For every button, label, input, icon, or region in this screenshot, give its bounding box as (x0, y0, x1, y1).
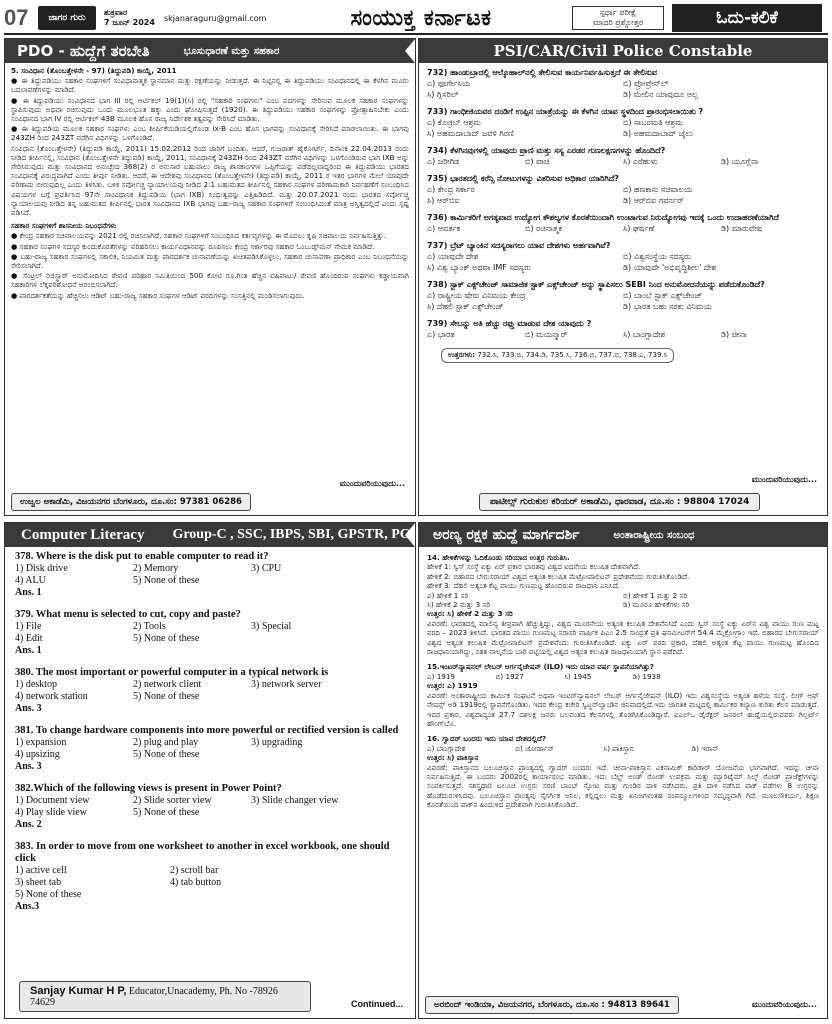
contact-email[interactable]: skjanaraguru@gmail.com (164, 13, 267, 23)
question-block (427, 553, 819, 656)
question-text: 381. To change hardware components into more powerful or rectified version is called (15, 725, 399, 736)
options (427, 184, 819, 206)
option: 1) desktop (15, 679, 57, 690)
fg-body (419, 547, 827, 820)
options (15, 563, 405, 587)
pdo-paragraph: ● ಈ ತಿದ್ದುಪಡಿಯ ಮೂಲಕ ಸಹಕಾರ ಸಂಘಗಳು ಎಂಬ ಶೀರ್ಷಿಕೆಯಡಿಯಲ್ಲಿಗೊಂಡ ix-B ಎಂಬ ಹೊಸ ಭಾಗವನ್ನು ಸಂವಿಧಾನಕ್ಕೆ ಸೇರಿಸಿದೆ ಮಾಡಲಾಯಿತು. ಈ ಭಾಗವು 243ZH ರಿಂದ 243ZT ವರೆಗಿನ ವಿಧಿಗಳನ್ನು ಒಳಗೊಂಡಿದೆ. (11, 124, 409, 143)
cl-continued: Continued... (351, 999, 403, 1009)
options (427, 223, 819, 234)
pdo-paragraph: ಸಂವಿಧಾನ (ತೊಂಬತ್ತೇಳನೇ) (ತಿದ್ದುಪಡಿ ಕಾಯ್ದೆ, 2011) 15.02.2012 ರಿಂದ ಜಾರಿಗೆ ಬಂದಿತು. ಆದರೆ, ಗುಜರಾತ್ ಹೈಕೋರ್ಟ್, ದಿನಾಂಕ 22.04.2013 ರಂದು ನೀಡಿದ ತೀರ್ಪಿನಲ್ಲಿ, ಸಂವಿಧಾನ (ತೊಂಬತ್ತೇಳನೇ ತಿದ್ದುಪಡಿ) ಕಾಯ್ದೆ, 2011, ಸಂವಿಧಾನಕ್ಕೆ 243ZH ರಿಂದ 243ZT ವರೆಗಿನ ವಿಧಿಗಳನ್ನು ಒಳಗೊಂಡಿರುವ ಭಾಗ IXB ಅನ್ನು ಸೇರಿಸಿರುವುದು ಮತ್ತು ಸಂವಿಧಾನದ ಅನುಚ್ಛೇದ 368(2) ರ ಅನುಸಾರ ಬಹುಪಾಲು ರಾಜ್ಯ ಶಾಸಕಾಂಗಗಳ ಒಪ್ಪಿಗೆಯನ್ನು ಪಡೆದಿಲ್ಲವಾದ್ದರಿಂದ ಈ ತಿದ್ದುಪಡಿಯು ಭಾರತದ ಸಂವಿಧಾನಕ್ಕೆ ವಿರುದ್ಧವಾಗಿದೆ ಎಂದು ತೀರ್ಪು ನೀಡಿತು. ಆದರೆ, ಈ ಆದೇಶವು ಸಂವಿಧಾನದ (ತೊಂಬತ್ತೇಳನೇ) (ತಿದ್ದುಪಡಿ) ಕಾಯ್ದೆ, 2011 ರ ಇತರ ಭಾಗಗಳ ಮೇಲೆ ಯಾವುದೇ ಪರಿಣಾಮ ಬೀರುವುದಿಲ್ಲ ಎಂದು ತಿಳಿಸಿತು. ಬಳಿಕ ಸರ್ವೋಚ್ಚ ನ್ಯಾಯಾಲಯವು ನೀಡಿದ 2:1 ಬಹುಮತದ ತೀರ್ಪಿನಲ್ಲಿ ಸಹಕಾರ ಸಂಘಗಳ ಪರಿಣಾಮಕಾರಿ ನಿರ್ವಹಣೆಗೆ ಸಂಬಂಧಿಸಿದ ವಿಷಯಗಳ ಬಗ್ಗೆ ಪ್ರವರ್ತಿಸಿದ 97ನೇ ಸಾಂವಿಧಾನಿಕ ತಿದ್ದುಪಡಿಯ (ಭಾಗ IXB) ಸಿಂಧುತ್ವವನ್ನು ಎತ್ತಿಹಿಡಿದಿದೆ. ಮತ್ತು 20.07.2021 ರಂದು ಭಾರತದ ಸರ್ವೋಚ್ಚ ನ್ಯಾಯಾಲಯವು ನೀಡಿದ ತನ್ನ ಬಹುಮತದ ತೀರ್ಪಿನಲ್ಲಿ ಭಾರತ ಸಂವಿಧಾನದ IXB ಭಾಗವು ಬಹು-ರಾಜ್ಯ ಸಹಕಾರ ಸಂಘಗಳಿಗೆ ಸಂಬಂಧಿಸಿದಂತೆ ಮಾತ್ರ ಅಸ್ತಿತ್ವದಲ್ಲಿದೆ ಎಂದು ಸ್ಪಷ್ಟ ಪಡಿಸಿದೆ. (11, 143, 409, 218)
option: ಬಿ) ಹಣಕಾಸು ಸಚಿವಾಲಯ (623, 185, 693, 194)
options (15, 865, 405, 901)
option: ಬಿ) ಪ್ರೋಪ್ರೇನ್‌ಲ್ (623, 79, 669, 88)
option: ಎ) ಕೇಂದ್ರ ಸರ್ಕಾರ (427, 185, 475, 194)
option: 4) Play slide view (15, 807, 87, 818)
question-block (427, 318, 819, 340)
answer: ಉತ್ತರ: ಸಿ) ಪಾಕಿಸ್ತಾನ (427, 753, 479, 763)
option: 4) Edit (15, 633, 43, 644)
option: ಎ) ಹೇಳಿಕೆ 1 ಸರಿ (427, 590, 469, 600)
question-text: 380. The most important or powerful computer in a typical network is (15, 667, 329, 678)
option: ಬಿ) ಹೇಳಿಕೆ 1 ಮತ್ತು 2 ಸರಿ (623, 590, 688, 600)
answer: Ans. 3 (15, 761, 42, 772)
option: ಎ) ಬಾಂಗ್ಲಾದೇಶ (427, 743, 466, 753)
fg-continued: ಮುಂದುವರಿಯುವುದು... (751, 1000, 817, 1009)
options (427, 78, 819, 100)
option: ಎ) ಯಾವುದೇ ದೇಶ (427, 252, 479, 261)
tagline-line1: ಸ್ಪರ್ಧಾ ಪರೀಕ್ಷೆ (599, 8, 637, 17)
option: 2) Tools (133, 621, 166, 632)
option: ಬಿ) 1927 (495, 671, 524, 681)
option: ಬಿ) ರಚನಾತ್ಮಕ (525, 224, 562, 233)
option: ಎ) ಭಾರತ (427, 330, 455, 339)
options (427, 117, 819, 139)
psi-header (419, 39, 827, 63)
question-block (15, 551, 405, 599)
option: ಸಿ) ಎರೆಹುಳು (623, 157, 658, 166)
question-block (15, 609, 405, 657)
option: ಡಿ) ಭಾರತ ಬಹು ಸರಕು ವಿನಿಮಯ (623, 302, 713, 311)
cl-subtitle: Group-C , SSC, IBPS, SBI, GPSTR, PC (172, 527, 410, 542)
answer-key (441, 348, 674, 363)
masthead (4, 3, 828, 35)
option: 4) network station (15, 691, 88, 702)
pdo-body (5, 63, 415, 304)
question-text: 14. ಹೇಳಿಕೆಗಳನ್ನು ಓದಿಕೊಂಡು ಸರಿಯಾದ ಉತ್ತರ ಗುರುತಿಸಿ. (427, 553, 570, 562)
question-block (15, 667, 405, 715)
pdo-header (5, 39, 415, 63)
answer: ಉತ್ತರ: ಎ) 1919 (427, 681, 478, 691)
question-block (427, 145, 819, 167)
question-block (427, 67, 819, 100)
question-block (15, 841, 405, 913)
options (15, 795, 405, 819)
option: ಸಿ) ಬಾಂಗ್ಲಾದೇಶ (623, 330, 666, 339)
publication-logo: ಜಾಗರ ಗುರು (38, 6, 96, 30)
question-block (427, 212, 819, 234)
option: ಸಿ) ಪಾಕಿಸ್ತಾನ (603, 743, 634, 753)
fg-subtitle: ಅಂತಾರಾಷ್ಟ್ರೀಯ ಸಂಬಂಧ (613, 529, 695, 541)
option: 2) network client (133, 679, 202, 690)
question-text: 382.Which of the following views is present in Power Point? (15, 783, 282, 794)
cl-credit-details: Educator,Unacademy, Ph. No -78926 74629 (30, 986, 278, 1008)
answer-key-values: 732.ಸಿ, 733.ಬಿ, 734.ಡಿ, 735.ಸಿ, 736.ಬಿ, 737.ಬಿ, 738.ಎ, 739.ಸಿ (477, 351, 668, 359)
answer: Ans. 1 (15, 645, 42, 656)
question-block (15, 783, 405, 831)
option: ಡಿ) ಮಾರುವೇಷ (721, 224, 763, 233)
pdo-title: PDO - ಹುದ್ದೆಗೆ ತರಬೇತಿ (17, 42, 150, 60)
question-block (427, 173, 819, 206)
answer: Ans. 1 (15, 587, 42, 598)
option: 3) Slide changer view (251, 795, 339, 806)
pdo-panel (4, 38, 416, 516)
option: 3) network server (251, 679, 322, 690)
option: 2) plug and play (133, 737, 199, 748)
option: 5) None of these (133, 807, 200, 818)
pdo-bullet: ● ಬಹು-ರಾಜ್ಯ ಸಹಕಾರ ಸಂಘಗಳಲ್ಲಿ ಸಕಾಲಿಕ, ನಿಯಮಿತ ಮತ್ತು ಪಾರದರ್ಶಕ ಚುನಾವಣೆಯನ್ನು ಖಚಿತಪಡಿಸಿಕೊಳ್ಳಲು, ಸಹಕಾರ ಚುನಾವಣಾ ಪ್ರಾಧಿಕಾರ ಎಂಬ ನಿಬಂಧನೆಯನ್ನು ಸೇರಿಸಲಾಗಿದೆ. (11, 251, 409, 271)
option: ಡಿ) ಯಾವುದೇ 'ಅಭಿವೃದ್ಧಿಶೀಲ' ದೇಶ (623, 263, 716, 272)
question-text: 735) ಭಾರತದಲ್ಲಿ ಕರೆನ್ಸಿ ನೋಟುಗಳನ್ನು ವಿತರಿಸುವ ಅಧಿಕಾರ ಯಾರಿಗಿದೆ? (427, 174, 619, 183)
section-title: ಓದು-ಕಲಿಕೆ (672, 4, 822, 32)
forest-guard-panel (418, 522, 828, 1019)
option: 1) File (15, 621, 42, 632)
option: ಬಿ) ಮಯನ್ಮಾರ್ (525, 330, 568, 339)
options (15, 621, 405, 645)
options (15, 679, 405, 703)
question-block (427, 734, 819, 809)
psi-credit: ಪಾಟೀಲ್ಸ್ ಗುರುಕುಲ ಕರಿಯರ್ ಅಕಾಡೆಮಿ, ಧಾರವಾಡ, ದೂ.ಸಂ : 98804 17024 (479, 493, 760, 511)
question-text: 16. ಗ್ವಾದರ್ ಬಂದರು ಇದು ಯಾವ ದೇಶದಲ್ಲಿದೆ? (427, 734, 547, 744)
option: 3) sheet tab (15, 877, 62, 888)
options (427, 672, 701, 681)
option: 5) None of these (15, 889, 82, 900)
option: ಸಿ) ದೆಹಲಿ ಸ್ಟಾಕ್ ಎಕ್ಸ್‌ಚೇಂಜ್ (427, 302, 504, 311)
explanation: ವಿವರಣೆ: ಪಾಕಿಸ್ತಾನದ ಬಲೂಚಿಸ್ತಾನ ಪ್ರಾಂತ್ಯದಲ್ಲಿ ಗ್ವಾದರ್ ಬಂದರು ಇದೆ. ಚೀನಾ-ಪಾಕಿಸ್ತಾನ ಎಕನಾಮಿಕ್ ಕಾರಿಡಾರ್ ಯೋಜನೆಯ ಭಾಗವಾಗಿದೆ. ಇದನ್ನು ಚೀನಾ ನಿರ್ವಹಿಸುತ್ತಿದೆ. ಈ ಬಂದರು 2002ರಲ್ಲಿ ಕಾರ್ಯಾರಂಭ ಮಾಡಿತು. ಇದು ಬೆಲ್ಟ್ ಅಂಡ್ ರೋಡ್ ಉಪಕ್ರಮ ಮತ್ತು ಮ್ಯಾರಿಟೈಮ್ ಸಿಲ್ಕ್ ರೋಡ್ ಪ್ರಾಜೆಕ್ಟ್‌ಗಳನ್ನು ಸಂಪರ್ಕಿಸುತ್ತದೆ. ಸಶಸ್ತ್ರಧಾರಿ ಬಲೂಚಿ ಉಗ್ರರು ಸರಣಿ ಬಾಂಬ್ ಸ್ಫೋಟ ಮತ್ತು ಗುಂಡಿನ ದಾಳಿ ನಡೆಸಿದರು. ಪ್ರತಿ ದಾಳಿ ನಡೆಸಿದ ಪಾಕ್ ಪಡೆಗಳು 8 ಉಗ್ರರನ್ನು ಹೊಡೆದುರುಳಿಸಿದವು. ಬಲೂಚಿಸ್ತಾನ ಪ್ರಾಂತ್ಯವು ನೈಸರ್ಗಿಕ ಅನಿಲ, ಕಲ್ಲಿದ್ದಲು ಮತ್ತು ಖನಿಜಗಳಂತಹ ಸಂಪನ್ಮೂಲಗಳಿಂದ ಸಮೃದ್ಧವಾಗಿ ಗಿದೆ. ಮೂಲಸೌಕರ್ಯ, ಶಿಕ್ಷಣ ಕೊರತೆಯಿಂದ ಪಾಕ್‌ನ ಹಿಂದುಳಿದ ಪ್ರದೇಶವಾಗಿ ಗುರುತಿಸಿಕೊಂಡಿದೆ. (427, 762, 819, 810)
pdo-paragraph: ● ಈ ತಿದ್ದುಪಡಿಯು ಸಹಕಾರ ಸಂಘಗಳಿಗೆ ಸಂವಿಧಾನಾತ್ಮಕ ಸ್ಥಾನಮಾನ ಮತ್ತು ರಕ್ಷಣೆಯನ್ನು ನೀಡುತ್ತದೆ. ಈ ನಿಟ್ಟಿನಲ್ಲಿ ಈ ತಿದ್ದುಪಡಿಯು ಸಂವಿಧಾನದಲ್ಲಿ ಈ ಕೆಳಗಿನ ಮೂರು ಬದಲಾವಣೆಗಳನ್ನು ಮಾಡಿದೆ. (11, 76, 409, 95)
option: ಬಿ) ಸಾಬರಮತಿ ಆಶ್ರಮ (623, 118, 683, 127)
option: ಎ) ರಾಷ್ಟ್ರೀಯ ಷೇರು ವಿನಿಮಯ ಕೇಂದ್ರ (427, 291, 526, 300)
newspaper-title: ಸಂಯುಕ್ತ ಕರ್ನಾಟಕ (350, 5, 492, 31)
answer: Ans.3 (15, 901, 40, 912)
pdo-heading: 5. ಸಂವಿಧಾನ (ತೊಂಬತ್ತೇಳನೇ - 97) (ತಿದ್ದುಪಡಿ) ಕಾಯ್ದೆ, 2011 (11, 66, 177, 75)
options (427, 591, 819, 610)
question-text: 378. Where is the disk put to enable computer to read it? (15, 551, 269, 562)
option: ಬಿ) ಜೋರ್ಡಾನ್ (515, 743, 555, 753)
options (427, 290, 819, 312)
pdo-continued: ಮುಂದುವರಿಯುವುದು... (339, 479, 405, 488)
statement: ಹೇಳಿಕೆ 3: ದೆಹಲಿ ಅತ್ಯಂತ ಕೆಟ್ಟ ವಾಯು ಗುಣಮಟ್ಟ ಹೊಂದಿರುವ ರಾಜಧಾನಿ ಎನಿಸಿದೆ. (427, 581, 620, 591)
option: 3) upgrading (251, 737, 303, 748)
option: ಎ) ಜರೀಗಿಡ (427, 157, 460, 166)
page-number: 07 (4, 5, 29, 30)
question-text: 15.ಇಂಟರ್‌ನ್ಯಾಷನಲ್ ಲೇಬರ್ ಆರ್ಗನೈಜೇಷನ್ (ILO) ಇದು ಯಾವ ವರ್ಷ ಸ್ಥಾಪನೆಯಾಗಿತ್ತು? (427, 662, 654, 672)
question-text: 736) ಕಾರ್ಮಿಕರಿಗೆ ಅಗತ್ಯವಾದ ಉದ್ಯೋಗ ಕೌಶಲ್ಯಗಳ ಕೊರತೆಯಿಂದಾಗಿ ಉಂಟಾಗುವ ನಿರುದ್ಯೋಗವು ಇದಕ್ಕೆ ಒಂದು ಉದಾಹರಣೆಯಾಗಿದೆ (427, 213, 779, 222)
option: 3) CPU (251, 563, 282, 574)
option: ಎ) ಫೂರ್ಗೇಸಿಯ (427, 79, 471, 88)
option: 1) Disk drive (15, 563, 68, 574)
header-arrow-icon (405, 523, 415, 547)
pdo-subheading: ಸಹಕಾರ ಸಂಘಗಳಿಗೆ ಶಾಸನೀಯ ನಿಬಂಧನೆಗಳು (11, 221, 117, 231)
option: ಡಿ) ಮೂರೂ ಹೇಳಿಕೆಗಳು ಸರಿ (623, 600, 690, 610)
answer: Ans. 2 (15, 819, 42, 830)
question-text: 739) ಸೇಬನ್ನು ಅತಿ ಹೆಚ್ಚು ರಫ್ತು ಮಾಡುವ ದೇಶ ಯಾವುದು ? (427, 319, 592, 328)
question-block (15, 725, 405, 773)
option: ಡಿ) ಮೇಲಿನ ಯಾವುದೂ ಅಲ್ಲ (623, 90, 699, 99)
question-text: 383. In order to move from one worksheet to another in excel workbook, one should click (15, 841, 390, 864)
option: ಸಿ) ಗ್ಲಿಸರಿಲ್ (427, 90, 459, 99)
computer-literacy-panel (4, 522, 416, 1019)
pdo-bullet: ● ಪಾರದರ್ಶಕತೆಯನ್ನು ಹೆಚ್ಚಿಸಲು ಆಡಿಟ್ ಬಹು-ರಾಜ್ಯ ಸಹಕಾರ ಸಂಘಗಳ ಆಡಿಟ್ ವರದಿಗಳನ್ನು ಸಂಸತ್ತಿನಲ್ಲಿ ಮಂಡಿಸಲಾಗುವುದು. (11, 290, 305, 300)
question-text: 737) ಬ್ರೆಟ್ ಬ್ಯಾಂಕಿನ ಸದಸ್ಯರಾಗಲು ಯಾವ ದೇಶಗಳು ಅರ್ಹವಾಗಿವೆ? (427, 241, 611, 250)
option: ಸಿ) ಅಹಮದಾಬಾದ್ ಜವಳಿ ಗಿರಣಿ (427, 129, 514, 138)
options (427, 251, 819, 273)
option: 2) Memory (133, 563, 179, 574)
option: ಸಿ) ವಿಶ್ವ ಬ್ಯಾಂಕ್ ಅಥವಾ IMF ಸದಸ್ಯರು (427, 263, 531, 272)
option: ಸಿ) ಘರ್ಷಣೆ (623, 224, 655, 233)
psi-panel (418, 38, 828, 516)
question-block (427, 279, 819, 312)
option: ಎ) 1919 (427, 671, 455, 681)
option: 4) ALU (15, 575, 46, 586)
question-block (427, 106, 819, 139)
tagline-box (572, 6, 664, 30)
question-text: 738) ಸ್ಟಾಕ್ ಎಕ್ಸ್‌ಚೇಂಜ್ ಸಾಮಾಜಿಕ ಸ್ಟಾಕ್ ಎಕ್ಸ್‌ಚೇಂಜ್ ಅನ್ನು ಸ್ಥಾಪಿಸಲು SEBI ನಿಂದ ಅನುಮೋದನೆಯನ್ನು ಪಡೆದುಕೊಂಡಿದೆ? (427, 280, 765, 289)
pdo-credit: ಉಜ್ವಲ ಅಕಾಡೆಮಿ, ವಿಜಯನಗರ ಬೆಂಗಳೂರು, ದೂ.ಸಂ: 97381 06286 (11, 493, 251, 511)
option: ಡಿ) 1938 (632, 671, 661, 681)
cl-credit (19, 981, 311, 1012)
option: 1) Document view (15, 795, 90, 806)
tagline-line2: ಮಾದರಿ ಪ್ರಶ್ನೋತ್ತರ (592, 18, 644, 27)
statement: ಹೇಳಿಕೆ 2: ಬಿಹಾರದ ಬೇಗುಸರಾಯ್ ವಿಶ್ವದ ಅತ್ಯಂತ ಕಲುಷಿತ ಮೆಟ್ರೋಪಾಲಿಟನ್ ಪ್ರದೇಶವೆಂದು ಗುರುತಿಸಿಕೊಂಡಿದೆ. (427, 571, 690, 581)
pdo-bullet: ● ಸಹಕಾರ ಸಂಘಗಳ ಸದಸ್ಯರ ಕುಂದುಕೊರತೆಗಳನ್ನು ಪರಿಹರಿಸಲು ಕಾರ್ಯವಿಧಾನವನ್ನು ರೂಪಿಸಲು ಕೇಂದ್ರ ಸರ್ಕಾರವು ಸಹಕಾರ ಓಂಬುಡ್ಸ್‌ಮನ್ ನೇಮಕ ಮಾಡಿದೆ. (11, 241, 375, 251)
options (427, 156, 819, 167)
question-text: 379. What menu is selected to cut, copy and paste? (15, 609, 241, 620)
cl-title: Computer Literacy (21, 526, 145, 543)
header-arrow-icon (405, 39, 415, 63)
issue-day: ಶುಕ್ರವಾರ (104, 8, 128, 17)
cl-body (5, 547, 415, 927)
option: 3) Special (251, 621, 292, 632)
option: ಸಿ) 1945 (564, 671, 592, 681)
option: ಬಿ) ಪಾಚಿ (525, 157, 550, 166)
psi-continued: ಮುಂದುವರಿಯುವುದು... (751, 475, 817, 484)
option: ಡಿ) ಇರಾನ್ (691, 743, 719, 753)
fg-credit: ಅರಬಿಂದ್ ಇಂಡಿಯಾ, ವಿಜಯನಗರ, ಬೆಂಗಳೂರು, ದೂ.ಸಂ : 94813 89641 (425, 996, 679, 1014)
cl-header (5, 523, 415, 547)
option: ಬಿ) ಬಾಂಬೆ ಸ್ಟಾಕ್ ಎಕ್ಸ್‌ಚೇಂಜ್ (623, 291, 703, 300)
cl-credit-name: Sanjay Kumar H P, (30, 985, 127, 997)
option: 1) active cell (15, 865, 67, 876)
options (15, 737, 405, 761)
option: ಡಿ) ಯೂಗ್ಲೆನಾ (721, 157, 759, 166)
psi-body (419, 63, 827, 367)
question-text: 733) ಗಾಂಧೀಜಿಯವರ ದಂಡಿಗೆ ಉಪ್ಪಿನ ಯಾತ್ರೆಯನ್ನು ಈ ಕೆಳಗಿನ ಯಾವ ಸ್ಥಳದಿಂದ ಪ್ರಾರಂಭಿಸಲಾಯಿತು ? (427, 107, 704, 116)
question-block (427, 240, 819, 273)
option: ಎ) ಆವರ್ತಕ (427, 224, 461, 233)
option: 5) None of these (133, 633, 200, 644)
question-text: 732) ಹಾಂಡುಬ್ರಾದಲ್ಲಿ ಆಲ್ಕೊಹಾಲ್‌ನಲ್ಲಿ ತೇಲಿಸುವ ಕಾರ್ಯನಿರ್ವಹಿಸುತ್ತದೆ ಈ ತೇಲಿಸುವ (427, 68, 658, 77)
answer: Ans. 3 (15, 703, 42, 714)
option: ಎ) ಕೊಚ್ರಬ್ ಆಶ್ರಮ (427, 118, 481, 127)
issue-date-text: 7 ಜೂನ್ 2024 (104, 18, 155, 27)
pdo-bullet: ● ಕೇಂದ್ರ ಸಹಕಾರ ಸಚಿವಾಲಯವನ್ನು 2021 ರಲ್ಲಿ ರಚಿಸಲಾಗಿದೆ, ಸಹಕಾರ ಸಂಘಗಳಿಗೆ ಸಂಬಂಧಿಸಿದ ಕರ್ತವ್ಯಗಳನ್ನು ಈ ಮೊದಲು ಕೃಷಿ ಸಚಿವಾಲಯ ನಿರ್ವಹಿಸುತ್ತಿತ್ತು. (11, 231, 386, 241)
option: ಬಿ) ವಿಶ್ವಸಂಸ್ಥೆಯ ಸದಸ್ಯರು (623, 252, 691, 261)
option: ಸಿ) ಆರ್‌ಬಿಐ (427, 196, 460, 205)
pdo-bullet: ● ಸೆಂಟ್ರಲ್ ರಿಜಿಸ್ಟ್ರಾರ್ ಅನುಮೋದಿಸಿದ ಠೇವಣಿ ಪರಿಹಾರ ಸಮಿತಿಯಿಂದ 500 ಕೋಟಿ ರೂ.ಗಿಂತ ಹೆಚ್ಚಿನ ವಹಿವಾಟು/ ಠೇವಣಿ ಹೊಂದಿರುವ ಸಂಘಗಳು ಕಡ್ಡಾಯವಾಗಿ ಸಹಕಾರಿಗಳ ಲೆಕ್ಕಪರಿಶೋಧನೆ ಆರಂಭಿಸಲಾಗಿದೆ. (11, 271, 409, 290)
option: 5) None of these (133, 749, 200, 760)
question-block (427, 662, 819, 728)
issue-date (104, 8, 164, 28)
option: 1) expansion (15, 737, 67, 748)
psi-title: PSI/CAR/Civil Police Constable (493, 42, 753, 60)
option: 2) Slide sorter view (133, 795, 212, 806)
fg-header (419, 523, 827, 547)
option: 4) tab button (170, 877, 222, 888)
option: 2) scroll bar (170, 865, 219, 876)
answer: ಉತ್ತರ: ಸಿ) ಹೇಳಿಕೆ 2 ಮತ್ತು 3 ಸರಿ (427, 609, 513, 619)
explanation: ವಿವರಣೆ: ಭಾರತದಲ್ಲಿ ಮಾಲಿನ್ಯ ತೀವ್ರವಾಗಿ ಹೆಚ್ಚುತ್ತಿದ್ದು, ವಿಶ್ವದ ಮೂರನೇಯ ಅತ್ಯಂತ ಕಲುಷಿತ ದೇಶವೆನಿಸಿದೆ ಎಂದು ಸ್ವಿಸ್ ಸಂಸ್ಥೆ ಐಕ್ಯು ಏರ್‌ನ ವಿಶ್ವ ವಾಯು ಗುಣ ಮಟ್ಟ ವರದಿ – 2023 ತಿಳಿಸಿದೆ. ಭಾರತದ ವಾಯು ಗುಣಮಟ್ಟ ಸರಾಸರಿ ವಾರ್ಷಿಕ ಪಿಎಂ 2.5 ಸಾಂದ್ರತೆ ಪ್ರತಿ ಘನಮೀಟರ್‌ಗೆ 54.4 ಮೈಕ್ರೋಗ್ರಾಂ ಇದೆ. ಬಿಹಾರದ ಬೇಗುಸರಾಯ್ ವಿಶ್ವದ ಅತ್ಯಂತ ಕಲುಷಿತ ಮೆಟ್ರೋಪಾಲಿಟನ್ ಪ್ರದೇಶವೆಂದು ಗುರುತಿಸಿಕೊಂಡಿದೆ. ಐಕ್ಯು ಏರ್ ವರದಿ ಪ್ರಕಾರ, ದೆಹಲಿ ಅತ್ಯಂತ ಕೆಟ್ಟ ವಾಯು ಗುಣಮಟ್ಟ ಹೊಂದಿದ ರಾಜಧಾನಿಯಾಗಿದ್ದು, ಸತತ ನಾಲ್ಕನೆಯ ಬಾರಿ ಪಟ್ಟಿಯಲ್ಲಿ ವಿಶ್ವದ ಅತ್ಯಂತ ಕಲುಷಿತ ರಾಜಧಾನಿಯಾಗಿ ಸ್ಥಾನ ಪಡೆದಿದೆ. (427, 618, 819, 657)
pdo-paragraph: ● ಈ ತಿದ್ದುಪಡಿಯು ಸಂವಿಧಾನದ ಭಾಗ III ರಲ್ಲಿ ಆರ್ಟಿಕಲ್ 19(1)(ಸಿ) ರಲ್ಲಿ "ಸಹಕಾರಿ ಸಂಘಗಳು" ಎಂಬ ಪದಗಳನ್ನು ಸೇರಿಸುವ ಮೂಲಕ ಸಹಕಾರ ಸಂಘಗಳನ್ನು ಸ್ಥಾಪಿಸುವುದು ಅಥವಾ ರಚಿಸುವುದು ಒಂದು ಮೂಲಭೂತ ಹಕ್ಕು ಎಂದು ಘೋಷಿಸುತ್ತದೆ (1920). ಈ ತಿದ್ದುಪಡಿಯು ಸಹಕಾರ ಸಂಘಗಳನ್ನು ಪ್ರೋತ್ಸಾಹಿಸಬೇಕು ಎಂದು ಸಂವಿಧಾನದ ಭಾಗ IV ರಲ್ಲಿ ಆರ್ಟಿಕಲ್ 43B ಮೂಲಕ ಹೊಸ ರಾಜ್ಯ ನಿರ್ದೇಶಕ ತತ್ವವನ್ನು ಸೇರಿಸಿದೆ ಮಾಡಿತು. (11, 95, 409, 124)
option: ಡಿ) ಆರ್‌ಬಿಐ ಗವರ್ನರ್ (623, 196, 684, 205)
option: ಸಿ) ಹೇಳಿಕೆ 2 ಮತ್ತು 3 ಸರಿ (427, 600, 491, 610)
question-text: 734) ಕೆಳಗಿನವುಗಳಲ್ಲಿ ಯಾವುದು ಪ್ರಾಣಿ ಮತ್ತು ಸಸ್ಯ ಎರಡರ ಗುಣಲಕ್ಷಣಗಳನ್ನು ಹೊಂದಿದೆ? (427, 146, 666, 155)
pdo-subtitle: ಭೂಸುಧಾರಣೆ ಮತ್ತು ಸಹಕಾರ (183, 45, 280, 57)
option: 4) upsizing (15, 749, 60, 760)
option: 5) None of these (133, 575, 200, 586)
option: ಡಿ) ಚೀನಾ (721, 330, 747, 339)
options (427, 329, 819, 340)
option: 5) None of these (133, 691, 200, 702)
options (427, 744, 780, 753)
option: ಡಿ) ಅಹಮದಾಬಾದ್ ಜೈಲು (623, 129, 693, 138)
answer-key-label: ಉತ್ತರಗಳು: (448, 351, 476, 359)
statement: ಹೇಳಿಕೆ 1: ಸ್ವಿಸ್ ಸಂಸ್ಥೆ ಐಕ್ಯು ಏರ್ ಪ್ರಕಾರ ಭಾರತವು ವಿಶ್ವದ ಐದನೇಯ ಕಲುಷಿತ ದೇಶವಾಗಿದೆ. (427, 562, 641, 572)
fg-title: ಅರಣ್ಯ ರಕ್ಷಕ ಹುದ್ದೆ ಮಾರ್ಗದರ್ಶಿ (433, 527, 580, 543)
explanation: ವಿವರಣೆ: ಅಂತಾರಾಷ್ಟ್ರೀಯ ಕಾರ್ಮಿಕ ಸಂಘಟನೆ ಅಥವಾ ಇಂಟರ್‌ನ್ಯಾಷನಲ್ ಲೇಬರ್ ಆರ್ಗನೈಜೇಷನ್ (ILO) ಇದು ವಿಶ್ವಸಂಸ್ಥೆಯ ಅತ್ಯಂತ ಹಳೆಯ ಸಂಸ್ಥೆ. ಲೀಗ್ ಆಫ್ ನೇಷನ್ಸ್ ಅಡಿ 1919ರಲ್ಲಿ ಸ್ಥಾಪನೆಗೊಂಡಿತು. ಇದರ ಕೇಂದ್ರ ಕಚೇರಿ ಸ್ವಿಟ್ಜರ್‌ಲ್ಯಾಂಡಿನ ಜಿನಿವಾದಲ್ಲಿದೆ.ಇದು ಜಾಗತಿಕ ಮಟ್ಟದಲ್ಲಿ ಕಾರ್ಮಿಕರ ಕಲ್ಯಾಣ ಕುರಿತು ಕೆಲಸ ಮಾಡುತ್ತದೆ. ಇದರ ಪ್ರಕಾರ, ವಿಶ್ವದಾದ್ಯಂತ 27.7 ದಶಲಕ್ಷ ಜನರು ಬಲವಂತದ ಕೆಲಸಗಳಲ್ಲಿ ತೊಡಗಿಸಿಕೊಂಡಿದ್ದಾರೆ. ಐಎಲ್ಒ ಡೈರೆಕ್ಟರ್ ಜನರಲ್ ಹುದ್ದೆಯಲ್ಲಿರುವವರು ಗಿಲ್ಬರ್ಟ್ ಹೌಂಗ್‌ಬೊ. (427, 690, 819, 728)
